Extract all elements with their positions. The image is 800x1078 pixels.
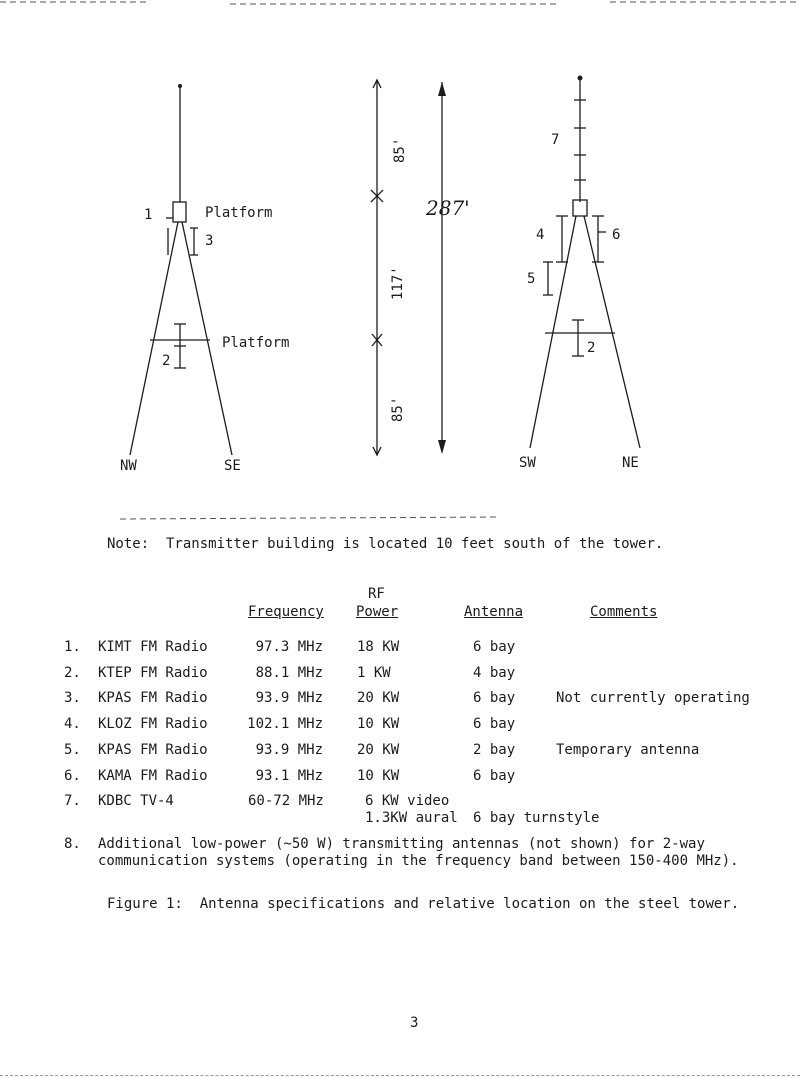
page-number: 3 xyxy=(410,1015,419,1031)
label-antenna-3: 3 xyxy=(205,233,214,249)
label-sw: SW xyxy=(519,455,536,471)
row-station: KPAS FM Radio xyxy=(98,741,208,758)
row-7-frequency: 60-72 MHz xyxy=(248,793,324,809)
label-antenna-5: 5 xyxy=(527,271,536,287)
diagram-separator xyxy=(120,517,500,519)
label-antenna-4: 4 xyxy=(536,227,545,243)
row-power: 1 KW xyxy=(357,664,391,681)
label-nw: NW xyxy=(120,458,137,474)
header-antenna: Antenna xyxy=(464,604,524,620)
header-power: Power xyxy=(356,604,399,620)
left-tower-tip xyxy=(178,84,182,88)
row-8-num: 8. xyxy=(64,836,81,852)
left-tower-top-platform xyxy=(173,202,186,222)
row-8-line-1: Additional low-power (~50 W) transmitting antennas (not shown) for 2-way xyxy=(98,836,705,852)
row-station: KTEP FM Radio xyxy=(98,664,208,681)
label-antenna-1: 1 xyxy=(144,207,153,223)
row-station: KLOZ FM Radio xyxy=(98,716,208,733)
row-frequency: 93.9 MHz xyxy=(255,741,323,758)
row-antenna: 6 bay xyxy=(473,716,516,733)
label-antenna-6: 6 xyxy=(612,227,621,243)
row-power: 18 KW xyxy=(357,639,400,655)
row-power: 10 KW xyxy=(357,716,400,733)
label-antenna-2-right: 2 xyxy=(587,340,596,356)
row-7-power-aural: 1.3KW aural xyxy=(365,810,458,826)
right-tower-leg-sw xyxy=(530,216,576,448)
row-num: 4. xyxy=(64,716,81,733)
row-antenna: 4 bay xyxy=(473,664,516,681)
bottom-scan-line xyxy=(0,1075,800,1076)
row-frequency: 97.3 MHz xyxy=(255,639,323,655)
row-power: 20 KW xyxy=(357,741,400,758)
row-station: KAMA FM Radio xyxy=(98,767,208,784)
row-7-num: 7. xyxy=(64,793,81,809)
label-platform-top: Platform xyxy=(205,205,273,221)
row-antenna: 6 bay xyxy=(473,639,516,655)
right-tower-tip xyxy=(578,76,583,81)
row-num: 5. xyxy=(64,741,81,758)
dim-label-total: 287' xyxy=(426,196,470,220)
row-8-line-2: communication systems (operating in the frequency band between 150-400 MHz). xyxy=(98,853,739,869)
row-num: 2. xyxy=(64,664,81,681)
right-tower xyxy=(530,76,640,449)
left-tower xyxy=(130,84,232,455)
row-7-station: KDBC TV-4 xyxy=(98,793,174,809)
label-platform-mid: Platform xyxy=(222,335,290,351)
row-station: KPAS FM Radio xyxy=(98,690,208,707)
dim-label-middle: 117' xyxy=(390,266,406,300)
row-frequency: 102.1 MHz xyxy=(247,716,323,733)
dim-label-top: 85' xyxy=(392,137,408,163)
row-antenna: 6 bay xyxy=(473,767,516,784)
label-ne: NE xyxy=(622,455,639,471)
row-7-power-video: 6 KW video xyxy=(365,793,450,809)
left-tower-leg-nw xyxy=(130,222,178,455)
right-tower-leg-ne xyxy=(584,216,640,448)
row-station: KIMT FM Radio xyxy=(98,639,208,655)
row-power: 20 KW xyxy=(357,690,400,707)
header-comments: Comments xyxy=(590,604,658,620)
label-antenna-7: 7 xyxy=(551,132,560,148)
row-frequency: 93.9 MHz xyxy=(255,690,323,707)
row-comments: Not currently operating xyxy=(556,690,750,707)
header-rf: RF xyxy=(368,586,385,602)
dim-label-bottom: 85' xyxy=(390,396,406,422)
dimension-lines xyxy=(371,80,446,455)
row-num: 6. xyxy=(64,767,81,784)
label-antenna-2-left: 2 xyxy=(162,353,171,369)
row-frequency: 88.1 MHz xyxy=(255,664,323,681)
row-7-antenna: 6 bay turnstyle xyxy=(473,810,600,826)
row-antenna: 2 bay xyxy=(473,741,516,758)
row-frequency: 93.1 MHz xyxy=(255,767,323,784)
row-num: 3. xyxy=(64,690,81,707)
row-comments: Temporary antenna xyxy=(556,741,700,758)
right-tower-top-platform xyxy=(573,200,587,216)
row-num: 1. xyxy=(64,639,81,655)
label-se: SE xyxy=(224,458,241,474)
row-power: 10 KW xyxy=(357,767,400,784)
note-text: Note: Transmitter building is located 10 feet south of the tower. xyxy=(107,536,664,552)
row-antenna: 6 bay xyxy=(473,690,516,707)
header-frequency: Frequency xyxy=(248,604,324,620)
figure-caption: Figure 1: Antenna specifications and relative location on the steel tower. xyxy=(107,896,740,912)
